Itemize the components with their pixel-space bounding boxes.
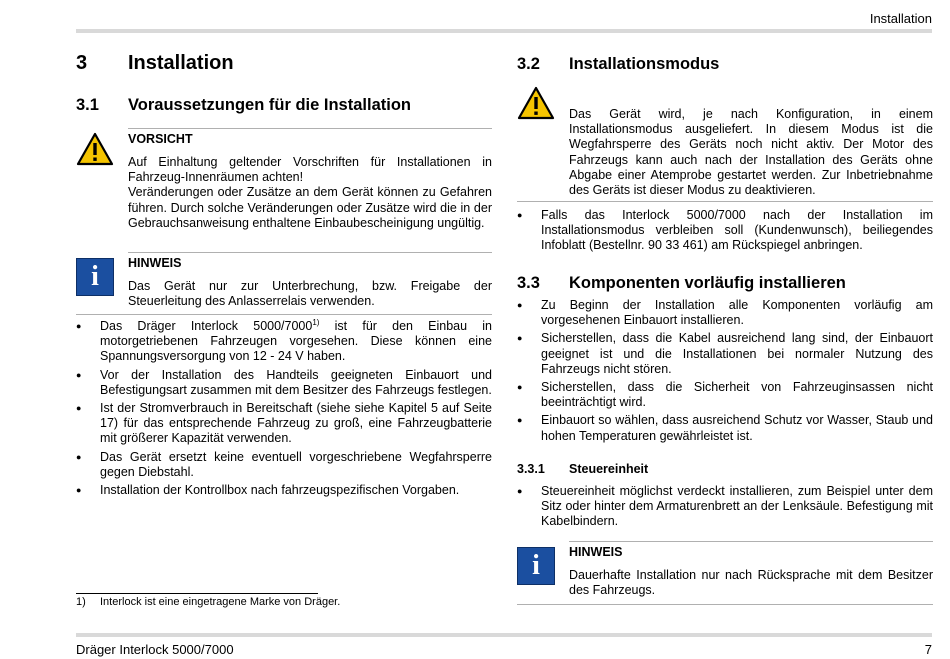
note-body (569, 568, 933, 598)
note-top-rule (569, 541, 933, 542)
note-body (128, 279, 492, 309)
list-item: ● Sicherstellen, dass die Sicherheit von Fahrzeuginsassen nicht beeinträchtigt wird. (517, 380, 933, 410)
warning-bottom-rule (517, 201, 933, 202)
warning-text: Das Gerät wird, je nach Konfiguration, in einem Installationsmodus ausgeliefert. In diesem Modus ist die Wegfahrsperre des Geräts noch nicht aktiv. Der Motor des Fahrzeugs kann auch nach der Installation des Geräts ohne Abgabe einer Atemprobe gestartet werden. Zur Inbetriebnahme des Geräts ist dieser Modus zu deaktivieren. (569, 107, 933, 198)
info-icon: i (76, 258, 114, 296)
list-item: ● Steuereinheit möglichst verdeckt installieren, zum Beispiel unter dem Sitz oder hinter dem Armaturenbrett an der Lenksäule. Befestigung mit Kabelbindern. (517, 484, 933, 530)
note-heading: HINWEIS (569, 545, 623, 559)
section-number: 3.1 (76, 96, 99, 114)
requirements-list (76, 319, 492, 501)
running-header: Installation (869, 11, 932, 26)
section-number: 3.3 (517, 274, 540, 292)
footnote-text: Interlock ist eine eingetragene Marke von Dräger. (100, 596, 341, 608)
warning-triangle-icon (517, 86, 555, 120)
caution-body (128, 155, 492, 231)
footer-rule (76, 633, 932, 637)
section-title: Komponenten vorläufig installieren (569, 274, 846, 292)
components-list (517, 298, 933, 447)
footnote-ref: 1) (312, 317, 320, 327)
caution-text-1: Auf Einhaltung geltender Vorschriften für Installationen in Fahrzeug-Innenräumen achten! (128, 155, 492, 185)
note-text: Das Gerät nur zur Unterbrechung, bzw. Freigabe der Steuerleitung des Anlasserrelais verwenden. (128, 279, 492, 309)
list-item: ● Sicherstellen, dass die Kabel ausreichend lang sind, der Einbauort geeignet ist und die Installationen bei normaler Nutzung des Fahrzeugs nicht stören. (517, 331, 933, 377)
list-item: ● Das Dräger Interlock 5000/7000$^{1)}$ ist für den Einbau in motorgetriebenen Fahrzeugen vorgesehen. Diese können eine Spannungsversorgung von 12 - 24 V haben. (76, 319, 492, 365)
control-unit-list (517, 484, 933, 533)
list-item: ● Das Gerät ersetzt keine eventuell vorgeschriebene Wegfahrsperre gegen Diebstahl. (76, 450, 492, 480)
caution-text-2: Veränderungen oder Zusätze an dem Gerät können zu Gefahren führen. Durch solche Veränderungen oder Zusätze wird die in der Gebrauchsanweisung enthaltene Einbaubescheinigung ungültig. (128, 185, 492, 230)
note-bottom-rule (517, 604, 933, 605)
list-item: ● Zu Beginn der Installation alle Komponenten vorläufig am vorgesehenen Einbauort installieren. (517, 298, 933, 328)
chapter-number: 3 (76, 52, 88, 74)
note-top-rule (128, 252, 492, 253)
list-item: ● Ist der Stromverbrauch in Bereitschaft (siehe siehe Kapitel 5 auf Seite 17) für das entsprechende Fahrzeug zu groß, eine Fahrzeugbatterie mit größerer Kapazität verwenden. (76, 401, 492, 447)
installation-mode-warning (569, 107, 933, 198)
section-number: 3.2 (517, 55, 540, 73)
section-title: Installationsmodus (569, 55, 720, 73)
caution-heading: VORSICHT (128, 132, 193, 146)
warning-triangle-icon (76, 132, 114, 166)
section-title: Voraussetzungen für die Installation (128, 96, 411, 114)
list-item: ● Falls das Interlock 5000/7000 nach der Installation im Installationsmodus verbleiben soll (Kundenwunsch), beiliegendes Infoblatt (Bestellnr. 90 33 461) am Rückspiegel anbringen. (517, 208, 933, 254)
info-icon: i (517, 547, 555, 585)
section-title: Steuereinheit (569, 462, 649, 476)
footnote-mark: 1) (76, 596, 86, 608)
page-number: 7 (924, 642, 932, 657)
chapter-title: Installation (128, 52, 234, 74)
note-text: Dauerhafte Installation nur nach Rücksprache mit dem Besitzer des Fahrzeugs. (569, 568, 933, 598)
caution-top-rule (128, 128, 492, 129)
footnote (76, 596, 340, 608)
installation-mode-list (517, 208, 933, 257)
footer-product: Dräger Interlock 5000/7000 (76, 642, 234, 657)
list-item: ● Vor der Installation des Handteils geeigneten Einbauort und Befestigungsart zusammen mit dem Besitzer des Fahrzeugs festlegen. (76, 368, 492, 398)
footnote-rule (76, 593, 318, 594)
note-heading: HINWEIS (128, 256, 182, 270)
section-number: 3.3.1 (517, 462, 545, 476)
note-bottom-rule (76, 314, 492, 315)
list-item: ● Einbauort so wählen, dass ausreichend Schutz vor Wasser, Staub und hohen Temperaturen gewährleistet ist. (517, 413, 933, 443)
header-rule (76, 29, 932, 33)
list-item: ● Installation der Kontrollbox nach fahrzeugspezifischen Vorgaben. (76, 483, 492, 498)
